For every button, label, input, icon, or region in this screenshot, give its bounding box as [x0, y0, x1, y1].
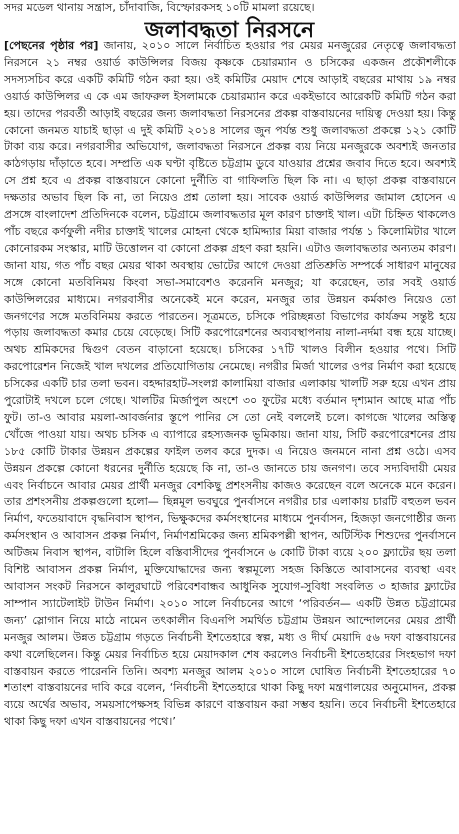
jump-label: [পেছনের পৃষ্ঠার পর] — [4, 39, 99, 52]
article-body — [4, 38, 456, 834]
headline: জলাবদ্ধতা নিরসনে — [144, 18, 315, 43]
previous-story-tail: সদর মডেল থানায় সন্ত্রাস, চাঁদাবাজি, বিস্ফোরকসহ ১০টি মামলা রয়েছে। — [4, 1, 315, 14]
body-text: জানায়, ২০১০ সালে নির্বাচিত হওয়ার পর মেয়র মনজুরের নেতৃত্বে জলাবদ্ধতা নিরসনে ২১ নম্বর ওয়ার্ড কাউন্সিলর বিজয় কৃষ্ণকে চেয়ারম্যান ও চসিকের একজন প্রকৌশলীকে সদস্যসচিব করে একটি কমিটি গঠন করা হয়। ওই কমিটির মেয়াদ শেষে আড়াই বছরের মাথায় ১৯ নম্বর ওয়ার্ড কাউন্সিলর এ কে এম জাফরুল ইসলামকে চেয়ারম্যান করে একইভাবে আরেকটি কমিটি গঠন করা হয়। তাদের পরবর্তী আড়াই বছরের জন্য জলাবদ্ধতা নিরসনের প্রকল্প বাস্তবায়নের দায়িত্ব দেওয়া হয়। কিন্তু কোনো জনমত যাচাই ছাড়া এ দুই কমিটি ২০১৪ সালের জুন পর্যন্ত শুধু জলাবদ্ধতা প্রকল্পে ১২১ কোটি টাকা ব্যয় করে। নগরবাসীর অভিযোগ, জলাবদ্ধতা নিরসনে প্রকল্প ব্যয় নিয়ে মনজুরকে অবশ্যই জনতার কাঠগড়ায় দাঁড়াতে হবে। সম্প্রতি এক ঘণ্টা বৃষ্টিতে চট্টগ্রাম ডুবে যাওয়ার প্রশ্নের জবাব দিতে হবে। অবশ্যই সে প্রশ্ন হবে এ প্রকল্প বাস্তবায়নে কোনো দুর্নীতি বা গাফিলতি ছিল কি না। এ ছাড়া প্রকল্প বাস্তবায়নে দক্ষতার অভাব ছিল কি না, তা নিয়েও প্রশ্ন তোলা হয়। সাবেক ওয়ার্ড কাউন্সিলর জামাল হোসেন এ প্রসঙ্গে বাংলাদেশ প্রতিদিনকে বলেন, চট্টগ্রামে জলাবদ্ধতার মূল কারণ চাক্তাই খাল। এটা চিহ্নিত থাকলেও পাঁচ বছরে কর্ণফুলী নদীর চাক্তাই খালের মোহনা থেকে হামিদ্দ্যার মিয়া বাজার পর্যন্ত ১ কিলোমিটার খালে কোনোরকম সংস্কার, মাটি উত্তোলন বা কোনো প্রকল্প গ্রহণ করা হয়নি। এটাও জলাবদ্ধতার অন্যতম কারণ। জানা যায়, গত পাঁচ বছর মেয়র থাকা অবস্থায় ভোটের আগে দেওয়া প্রতিশ্রুতি সম্পর্কে সাধারণ মানুষের সঙ্গে কোনো মতবিনিময় কিংবা সভা-সমাবেশও করেননি মনজুর; যা করেছেন, তার সবই ওয়ার্ড কাউন্সিলরের মাধ্যমে। নগরবাসীর অনেকেই মনে করেন, মনজুর তার উন্নয়ন কর্মকাণ্ড নিয়েও তো জনগণের সঙ্গে মতবিনিময় করতে পারতেন। সূত্রমতে, চসিকে পরিচ্ছন্নতা বিভাগের কার্যক্রম সন্তুষ্ট হয়ে পড়ায় জলাবদ্ধতা কমার চেয়ে বেড়েছে। সিটি করপোরেশনের অব্যবস্থাপনায় নালা-নর্দমা বন্ধ হয়ে যাচ্ছে। অথচ শ্রমিকদের দ্বিগুণ বেতন বাড়ানো হয়েছে। চসিকের ১৭টি খালও বিলীন হওয়ার পথে। সিটি করপোরেশন নিজেই খাল দখলের প্রতিযোগিতায় নেমেছে। নগরীর মির্জা খালের ওপর নির্মাণ করা হয়েছে চসিকের একটি চার তলা ভবন। বহদ্দারহাট-সংলগ্ন কালামিয়া বাজার এলাকায় খালটি সরু হয়ে এখন প্রায় পুরোটাই দখলে চলে গেছে। খালটির মির্জাপুল অংশে ৩০ ফুটের মধ্যে বর্তমান দৃশ্যমান আছে মাত্র পাঁচ ফুট। তা-ও আবার ময়লা-আবর্জনার স্তূপে পানির সে তো নেই বললেই চলে। কাগজে খালের অস্তিত্ব খোঁজে পাওয়া যায়। অথচ চসিক এ ব্যাপারে রহস্যজনক ভূমিকায়। জানা যায়, সিটি করপোরেশনের প্রায় ১৮৫ কোটি টাকার উন্নয়ন প্রকল্পের ফাইল তলব করে দুদক। এ নিয়েও জনমনে নানা প্রশ্ন ওঠে। এসব উন্নয়ন প্রকল্পে কোনো ধরনের দুর্নীতি হয়েছে কি না, তা-ও জানতে চায় জনগণ। তবে সদ্যবিদায়ী মেয়র এবং নির্বাচনে আবার মেয়র প্রার্থী মনজুর বেশকিছু প্রশংসনীয় কাজও করেছেন বলে অনেকে মনে করেন। তার প্রশংসনীয় প্রকল্পগুলো হলো— ছিন্নমূল ভবঘুরে পুনর্বাসনে নগরীর চার এলাকায় চারটি বহুতল ভবন নির্মাণ, ফতেয়াবাদে বৃদ্ধনিবাস স্থাপন, ভিক্ষুকদের কর্মসংস্থানের মাধ্যমে পুনর্বাসন, হিজড়া জনগোষ্ঠীর জন্য কর্মসংস্থান ও আবাসন প্রকল্প নির্মাণ, নির্মাণশ্রমিকের জন্য শ্রমিকপল্লী স্থাপন, অটিস্টিক শিশুদের পুনর্বাসনে অটিজম নিবাস স্থাপন, বাটালি হিলে বস্তিবাসীদের পুনর্বাসনে ৬ কোটি টাকা ব্যয়ে ২০০ ফ্ল্যাটের ছয় তলা বিশিষ্ট আবাসন প্রকল্প নির্মাণ, মুক্তিযোদ্ধাদের জন্য স্বল্পমূল্যে সহজ কিস্তিতে আবাসনের ব্যবস্থা এবং আবাসন সংকট নিরসনে কালুরঘাটে পরিবেশবান্ধব আধুনিক সুযোগ-সুবিধা সংবলিত ৩ হাজার ফ্ল্যাটের সাম্পান স্যাটেলাইট টাউন নির্মাণ। ২০১০ সালে নির্বাচনের আগে ‘পরিবর্তন— একটি উন্নত চট্টগ্রামের জন্য’ স্লোগান নিয়ে মাঠে নামেন তৎকালীন বিএনপি সমর্থিত চট্টগ্রাম উন্নয়ন আন্দোলনের মেয়র প্রার্থী মনজুর আলম। উন্নত চট্টগ্রাম গড়তে নির্বাচনী ইশতেহারে স্বল্প, মধ্য ও দীর্ঘ মেয়াদি ৫৬ দফা বাস্তবায়নের কথা বলেছিলেন। কিন্তু মেয়র নির্বাচিত হয়ে মেয়াদকাল শেষ করলেও নির্বাচনী ইশতেহারের সিংহভাগ দফা বাস্তবায়ন করতে পারেননি তিনি। অবশ্য মনজুর আলম ২০১০ সালে ঘোষিত নির্বাচনী ইশতেহারের ৭০ শতাংশ বাস্তবায়নের দাবি করে বলেন, ‘নির্বাচনী ইশতেহারে থাকা কিছু দফা মন্ত্রণালয়ের অনুমোদন, প্রকল্প ব্যয়ে অর্থের অভাব, সময়সাপেক্ষসহ বিভিন্ন কারণে বাস্তবায়ন করা সম্ভব হয়নি। তবে নির্বাচনী ইশতেহারে থাকা কিছু দফা এখন বাস্তবায়নের পথে।’ — [4, 39, 456, 729]
